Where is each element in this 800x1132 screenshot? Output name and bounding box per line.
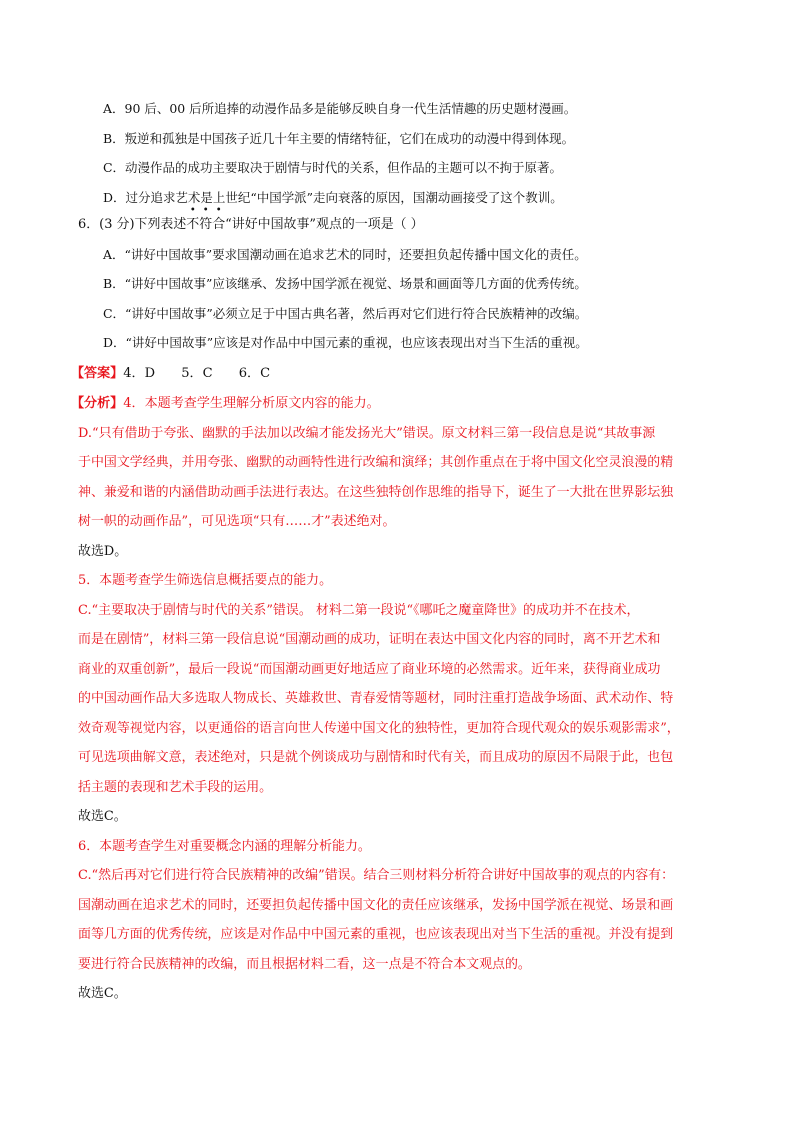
analysis-line: 可见选项曲解文意，表述绝对，只是就个例谈成功与剧情和时代有关，而且成功的原因不局限于此，也包 bbox=[78, 750, 674, 765]
analysis-line: C.“主要取决于剧情与时代的关系”错误。 材料二第一段说“《哪吒之魔童降世》的成功并不在技术， bbox=[78, 603, 640, 618]
analysis-line: 4．本题考查学生理解分析原文内容的能力。 bbox=[123, 396, 380, 411]
analysis-conclusion: 故选C。 bbox=[78, 809, 127, 824]
analysis-line: 6．本题考查学生对重要概念内涵的理解分析能力。 bbox=[78, 839, 371, 854]
analysis-conclusion: 故选C。 bbox=[78, 986, 127, 1001]
analysis-line: D.“只有借助于夸张、幽默的手法加以改编才能发扬光大”错误。原文材料三第一段信息是说“其故事源 bbox=[78, 426, 656, 441]
q6-option-c: C．“讲好中国故事”必须立足于中国古典名著，然后再对它们进行符合民族精神的改编。 bbox=[103, 306, 588, 321]
analysis-line: 括主题的表现和艺术手段的运用。 bbox=[78, 780, 273, 795]
analysis-line: 面等几方面的优秀传统，应该是对作品中中国元素的重视，也应该表现出对当下生活的重视。并没有提到 bbox=[78, 927, 674, 942]
analysis-line: 国潮动画在追求艺术的同时，还要担负起传播中国文化的责任应该继承，发扬中国学派在视觉、场景和画 bbox=[78, 898, 674, 913]
answer-tag: 【答案】 bbox=[71, 366, 124, 381]
analysis-head bbox=[0, 394, 800, 414]
q5-option-c: C．动漫作品的成功主要取决于剧情与时代的关系，但作品的主题可以不拘于原著。 bbox=[103, 160, 562, 175]
q6-stem-suffix: “讲好中国故事”观点的一项是（ ） bbox=[225, 217, 424, 232]
answer-line bbox=[0, 364, 800, 384]
q6-stem bbox=[0, 215, 800, 235]
analysis-line: 商业的双重创新”，最后一段说“而国潮动画更好地适应了商业环境的必然需求。近年来，获得商业成功 bbox=[78, 662, 661, 677]
analysis-conclusion: 故选D。 bbox=[78, 544, 128, 559]
q6-emphasis-char: 符 bbox=[199, 217, 213, 232]
analysis-tag: 【分析】 bbox=[71, 396, 124, 411]
analysis-line: 神、兼爱和谐的内涵借助动画手法进行表达。在这些独特创作思维的指导下，诞生了一大批在世界影坛独 bbox=[78, 485, 674, 500]
q6-emphasis-char: 合 bbox=[212, 217, 226, 232]
q6-option-a: A．“讲好中国故事”要求国潮动画在追求艺术的同时，还要担负起传播中国文化的责任。 bbox=[103, 247, 587, 262]
q5-option-d: D．过分追求艺术是上世纪“中国学派”走向衰落的原因，国潮动画接受了这个教训。 bbox=[103, 190, 563, 205]
q6-option-d: D．“讲好中国故事”应该是对作品中中国元素的重视，也应该表现出对当下生活的重视。 bbox=[103, 335, 588, 350]
q6-option-b: B．“讲好中国故事”应该继承、发扬中国学派在视觉、场景和画面等几方面的优秀传统。 bbox=[103, 276, 587, 291]
analysis-line: 效奇观等视觉内容，以更通俗的语言向世人传递中国文化的独特性，更加符合现代观众的娱乐观影需求”， bbox=[78, 721, 680, 736]
analysis-line: 要进行符合民族精神的改编，而且根据材料二看，这一点是不符合本文观点的。 bbox=[78, 957, 531, 972]
q6-stem-prefix: 6．(3 分)下列表述 bbox=[78, 217, 187, 232]
q6-emphasis-char: 不 bbox=[186, 217, 200, 232]
analysis-line: 树一帜的动画作品”，可见选项“只有……才”表述绝对。 bbox=[78, 514, 396, 529]
q5-option-b: B．叛逆和孤独是中国孩子近几十年主要的情绪特征，它们在成功的动漫中得到体现。 bbox=[103, 131, 575, 146]
q5-option-a: A．90 后、00 后所追捧的动漫作品多是能够反映自身一代生活情趣的历史题材漫画。 bbox=[103, 101, 577, 116]
answer-text: 4．D 5．C 6．C bbox=[123, 366, 271, 381]
analysis-line: 而是在剧情”，材料三第一段信息说“国潮动画的成功，证明在表达中国文化内容的同时，离不开艺术和 bbox=[78, 632, 661, 647]
analysis-line: C.“然后再对它们进行符合民族精神的改编”错误。结合三则材料分析符合讲好中国故事的观点的内容有： bbox=[78, 868, 675, 883]
analysis-line: 的中国动画作品大多选取人物成长、英雄救世、青春爱情等题材，同时注重打造战争场面、武术动作、特 bbox=[78, 691, 674, 706]
analysis-line: 5．本题考查学生筛选信息概括要点的能力。 bbox=[78, 573, 333, 588]
analysis-line: 于中国文学经典，并用夸张、幽默的动画特性进行改编和演绎；其创作重点在于将中国文化空灵浪漫的精 bbox=[78, 455, 674, 470]
